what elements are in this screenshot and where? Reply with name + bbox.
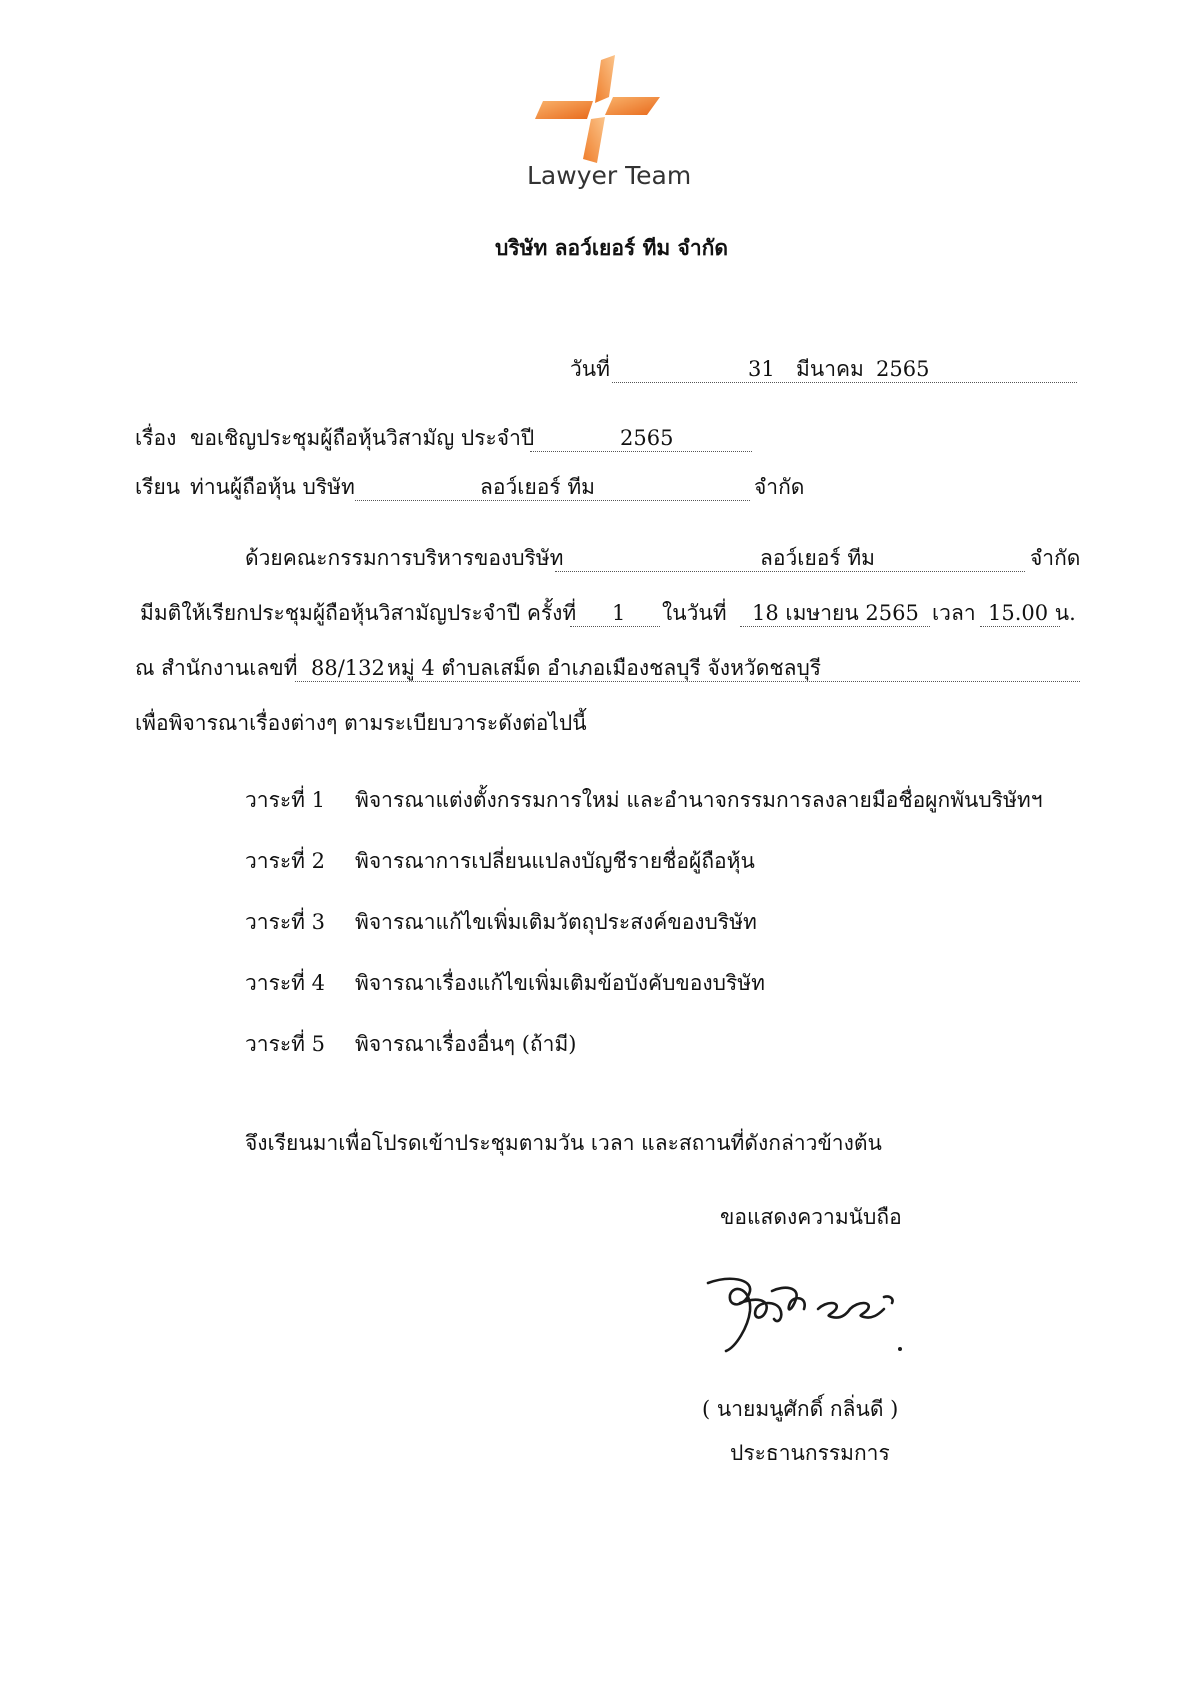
meeting-date: 18 เมษายน 2565 — [752, 601, 919, 625]
meeting-no-field — [570, 600, 660, 627]
address-field — [295, 655, 1080, 682]
meeting-date-label: ในวันที่ — [662, 601, 727, 625]
agenda-item-1-text: พิจารณาแต่งตั้งกรรมการใหม่ และอำนาจกรรมการลงลายมือชื่อผูกพันบริษัทฯ — [355, 788, 1043, 812]
orange-cross-logo-icon — [535, 55, 665, 165]
body-line1-company: ลอว์เยอร์ ทีม — [760, 546, 876, 570]
meeting-time-field — [980, 600, 1076, 627]
recipient-label: เรียน — [135, 475, 181, 499]
date-year: 2565 — [876, 357, 930, 381]
body-line1-prefix: ด้วยคณะกรรมการบริหารของบริษัท — [245, 546, 564, 570]
date-field — [612, 356, 1077, 383]
company-logo — [527, 55, 692, 195]
regards-text: ขอแสดงความนับถือ — [720, 1205, 902, 1229]
body-line3-prefix: ณ สำนักงานเลขที่ — [135, 656, 298, 680]
body-line1-company-field — [555, 545, 1025, 572]
agenda-item-2-text: พิจารณาการเปลี่ยนแปลงบัญชีรายชื่อผู้ถือหุ้น — [355, 849, 755, 873]
meeting-date-field — [740, 600, 930, 627]
meeting-time-label: เวลา — [932, 601, 976, 625]
agenda-item-2-label: วาระที่ 2 — [245, 849, 326, 873]
signature — [700, 1265, 910, 1365]
agenda-item-3-label: วาระที่ 3 — [245, 910, 326, 934]
recipient-suffix: จำกัด — [754, 475, 805, 499]
body-line2-prefix: มีมติให้เรียกประชุมผู้ถือหุ้นวิสามัญประจำปี ครั้งที่ — [140, 601, 577, 625]
signer-title: ประธานกรรมการ — [730, 1441, 890, 1465]
address-rest: หมู่ 4 ตำบลเสม็ด อำเภอเมืองชลบุรี จังหวัดชลบุรี — [387, 656, 822, 680]
date-day: 31 — [748, 357, 775, 381]
closing-text: จึงเรียนมาเพื่อโปรดเข้าประชุมตามวัน เวลา และสถานที่ดังกล่าวข้างต้น — [245, 1131, 882, 1155]
date-label: วันที่ — [570, 357, 610, 381]
body-line4: เพื่อพิจารณาเรื่องต่างๆ ตามระเบียบวาระดังต่อไปนี้ — [135, 711, 587, 735]
recipient-company: ลอว์เยอร์ ทีม — [480, 475, 596, 499]
agenda-item-4-text: พิจารณาเรื่องแก้ไขเพิ่มเติมข้อบังคับของบริษัท — [355, 971, 765, 995]
date-month: มีนาคม — [796, 357, 864, 381]
recipient-company-field — [355, 474, 750, 501]
body-line1-suffix: จำกัด — [1030, 546, 1081, 570]
subject-label: เรื่อง — [135, 426, 177, 450]
agenda-item-5-text: พิจารณาเรื่องอื่นๆ (ถ้ามี) — [355, 1032, 577, 1056]
logo-name: Lawyer Team — [527, 161, 692, 190]
agenda-item-5-label: วาระที่ 5 — [245, 1032, 326, 1056]
meeting-no: 1 — [612, 601, 626, 625]
subject-year-field — [530, 425, 752, 452]
agenda-item-4-label: วาระที่ 4 — [245, 971, 326, 995]
subject-text: ขอเชิญประชุมผู้ถือหุ้นวิสามัญ ประจำปี — [190, 426, 535, 450]
agenda-item-3-text: พิจารณาแก้ไขเพิ่มเติมวัตถุประสงค์ของบริษัท — [355, 910, 757, 934]
handwritten-signature-icon — [700, 1265, 910, 1365]
address-no: 88/132 — [311, 656, 385, 680]
signer-name: ( นายมนูศักดิ์ กลิ่นดี ) — [702, 1397, 899, 1421]
meeting-time: 15.00 น. — [988, 601, 1076, 625]
agenda-item-1-label: วาระที่ 1 — [245, 788, 326, 812]
company-title: บริษัท ลอว์เยอร์ ทีม จำกัด — [495, 235, 729, 260]
recipient-text: ท่านผู้ถือหุ้น บริษัท — [190, 475, 355, 499]
subject-year: 2565 — [620, 426, 674, 450]
